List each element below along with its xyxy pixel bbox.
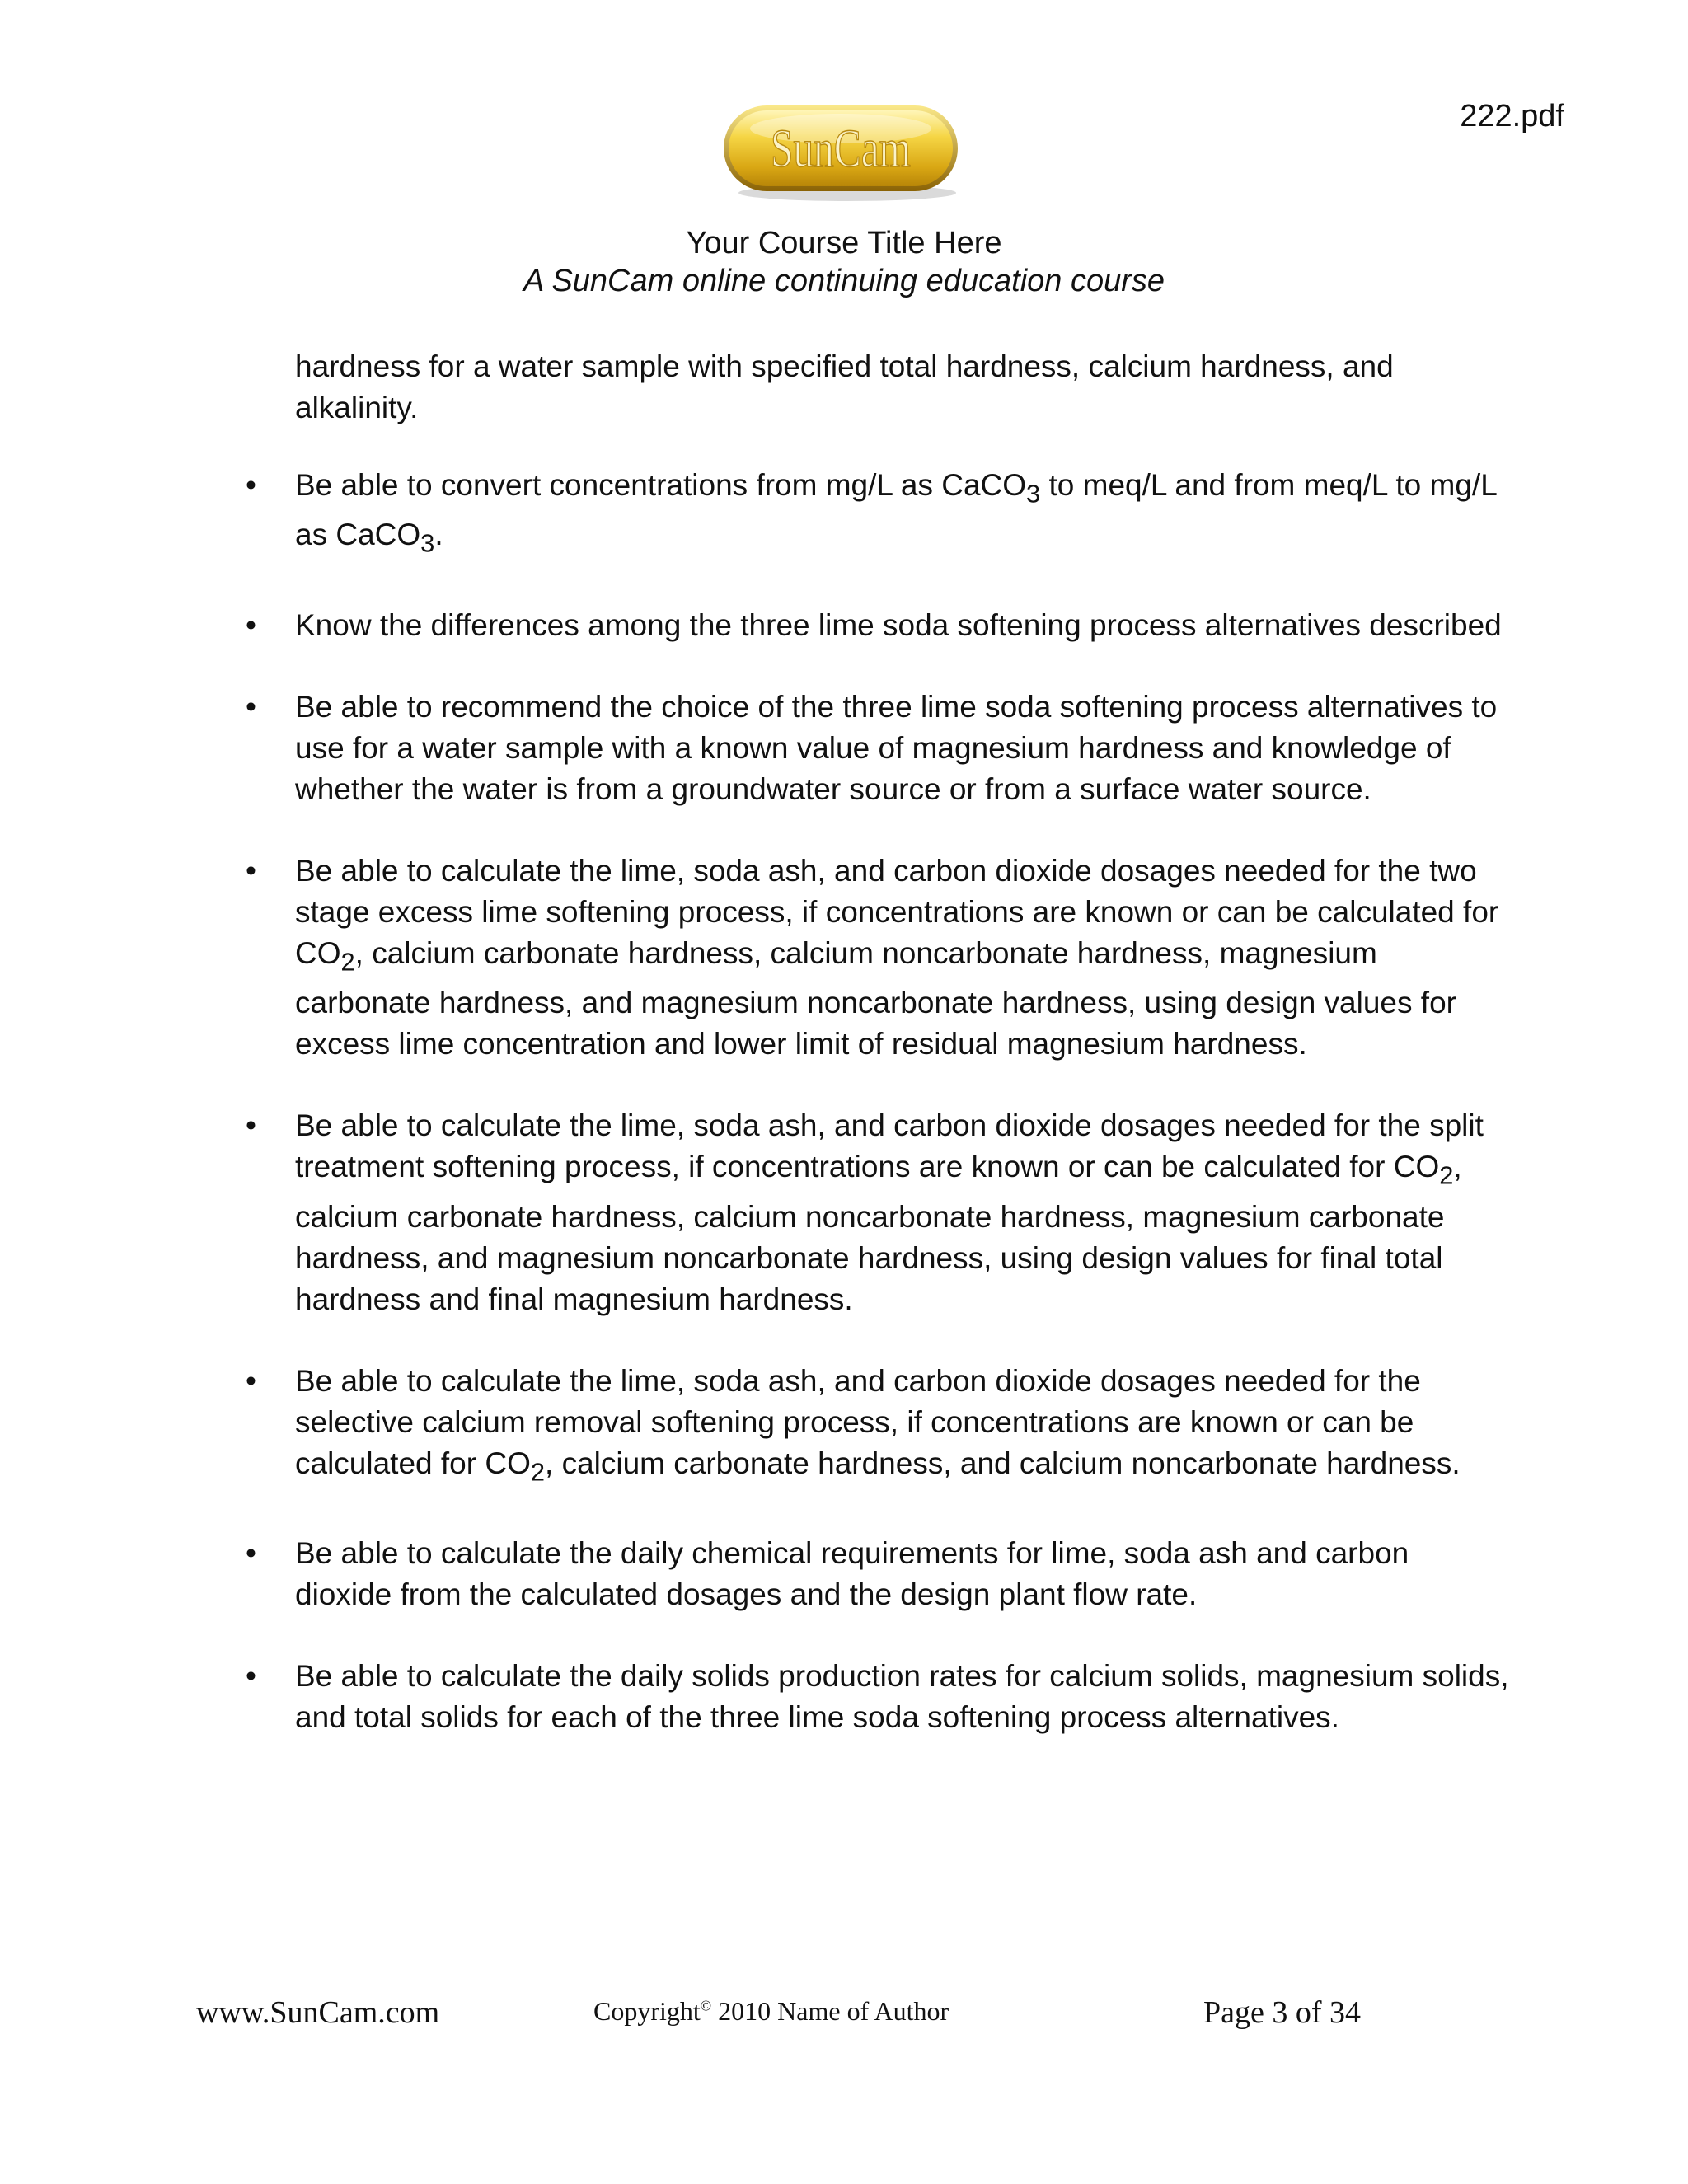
file-name: 222.pdf xyxy=(1460,99,1564,134)
suncam-logo-icon xyxy=(719,101,966,208)
list-item: • Be able to calculate the lime, soda ash, and carbon dioxide dosages needed for the selective calcium removal softening process, if concentrations are known or can be calculated for $CO_2$, calcium carbonate hardness, and calcium noncarbonate hardness. xyxy=(227,1361,1513,1493)
list-item: • Be able to calculate the daily solids production rates for calcium solids, magnesium solids, and total solids for each of the three lime soda softening process alternatives. xyxy=(227,1656,1513,1738)
list-item: • Be able to calculate the lime, soda ash, and carbon dioxide dosages needed for the two stage excess lime softening process, if concentrations are known or can be calculated for $CO_2$, calcium carbonate hardness, calcium noncarbonate hardness, magnesium carbonate hardness, and magnesium noncarbonate hardness, using design values for excess lime concentration and lower limit of residual magnesium hardness. xyxy=(227,851,1513,1065)
list-item: • Be able to calculate the daily chemical requirements for lime, soda ash and carbon dioxide from the calculated dosages and the design plant flow rate. xyxy=(227,1533,1513,1615)
bullet-icon: • xyxy=(246,1108,256,1143)
logo-text: SunCam xyxy=(771,119,911,179)
continued-text: hardness for a water sample with specified total hardness, calcium hardness, and alkalinity. xyxy=(295,349,1394,424)
list-item: • Be able to calculate the lime, soda ash, and carbon dioxide dosages needed for the split treatment softening process, if concentrations are known or can be calculated for $CO_2$, calcium carbonate hardness, calcium noncarbonate hardness, magnesium carbonate hardness, and magnesium noncarbonate hardness, using design values for final total hardness and final magnesium hardness. xyxy=(227,1105,1513,1319)
objectives-list xyxy=(227,346,1513,1779)
bullet-icon: • xyxy=(246,468,256,502)
bullet-icon: • xyxy=(246,1363,256,1398)
footer-website: www.SunCam.com xyxy=(196,1995,440,2030)
bullet-icon: • xyxy=(246,1535,256,1570)
list-item: • Be able to recommend the choice of the three lime soda softening process alternatives to use for a water sample with a known value of magnesium hardness and knowledge of whether the water is from a groundwater source or from a surface water source. xyxy=(227,687,1513,810)
page-number: Page 3 of 34 xyxy=(1203,1995,1362,2030)
list-item: • Be able to convert concentrations from mg/L as CaCO$_3$ to meq/L and from meq/L to mg/L as CaCO$_3$. xyxy=(227,465,1513,565)
course-title: Your Course Title Here xyxy=(686,226,1002,260)
bullet-icon: • xyxy=(246,689,256,724)
course-subtitle: A SunCam online continuing education course xyxy=(523,264,1165,298)
bullet-icon: • xyxy=(246,607,256,642)
bullet-icon: • xyxy=(246,1658,256,1693)
list-item: • Know the differences among the three lime soda softening process alternatives described xyxy=(227,605,1513,646)
footer-copyright: Copyright© 2010 Name of Author xyxy=(593,1996,950,2026)
bullet-icon: • xyxy=(246,853,256,888)
suncam-logo xyxy=(719,101,966,208)
